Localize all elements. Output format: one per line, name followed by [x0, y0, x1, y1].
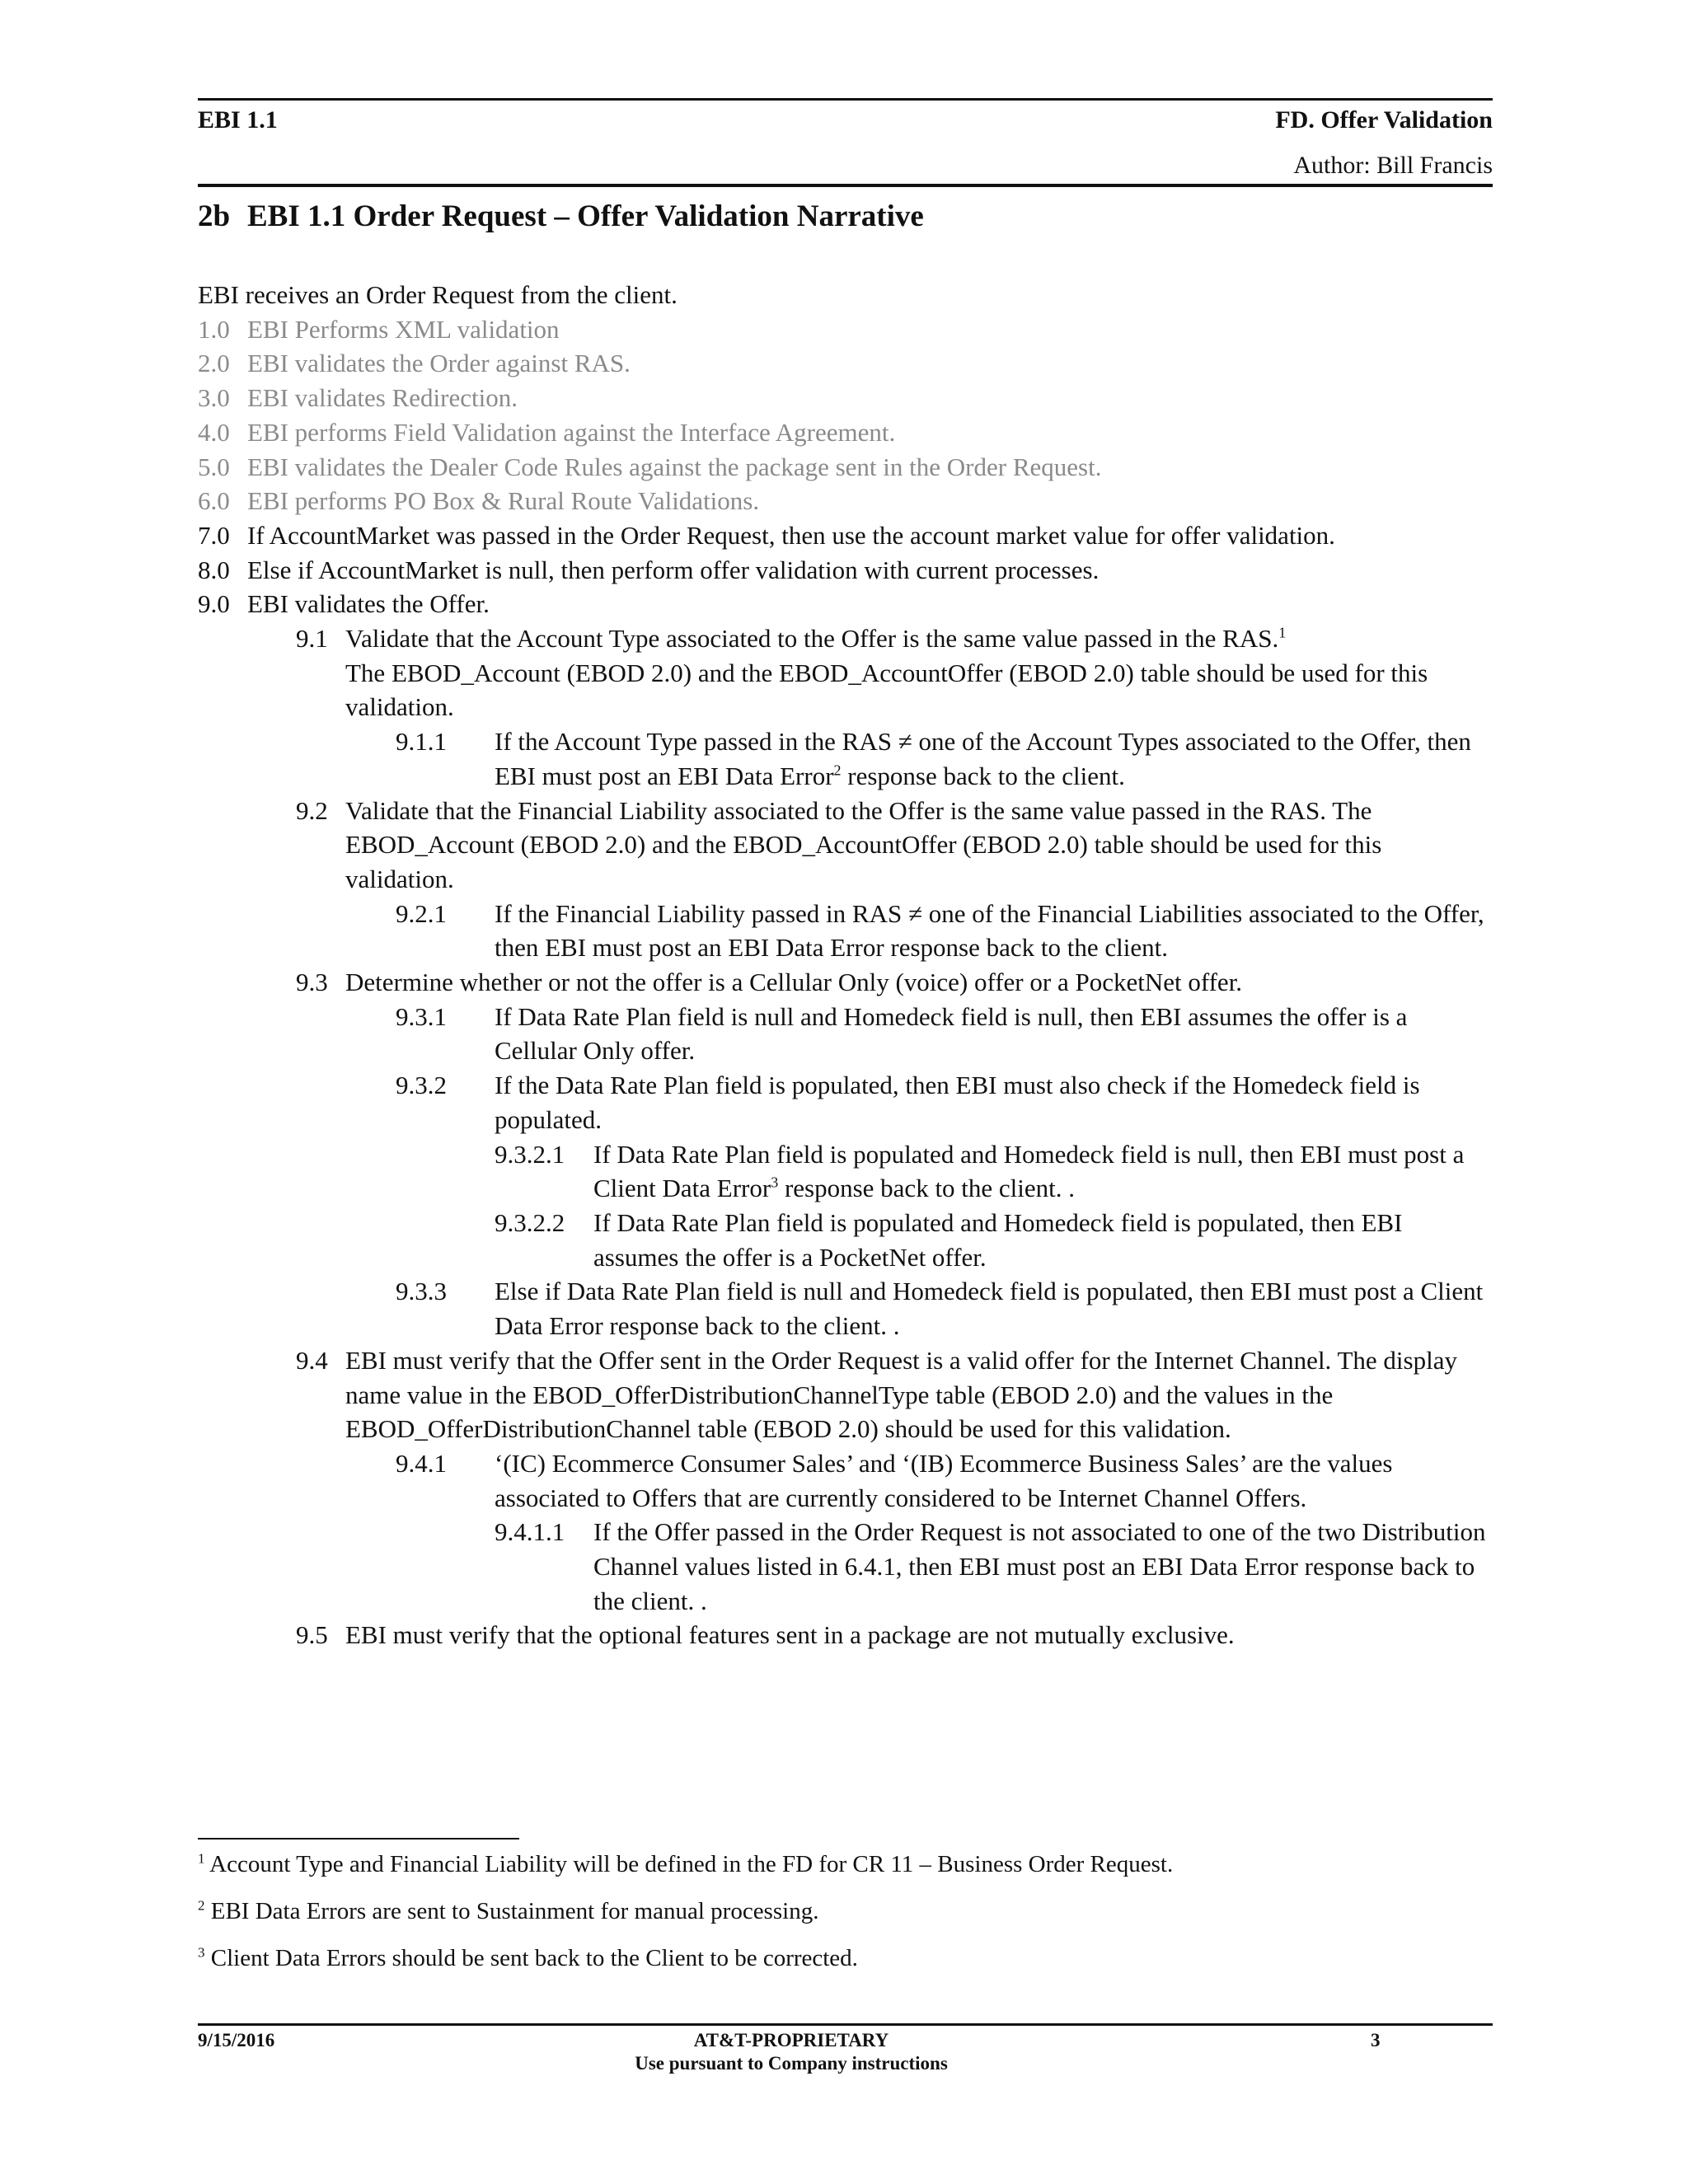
- substep-9-4: [198, 1343, 1493, 1446]
- substep-text: Determine whether or not the offer is a Cellular Only (voice) offer or a PocketNet offer.: [345, 968, 1243, 997]
- substep-text: EBI must verify that the optional features sent in a package are not mutually exclusive.: [345, 1620, 1235, 1650]
- section-number: 2b: [198, 199, 231, 233]
- narrative-body: [198, 278, 1493, 1652]
- step-item: [198, 415, 1493, 450]
- substep-text: Else if Data Rate Plan field is null and Homedeck field is populated, then EBI must post a Client Data Error response back to the client. .: [495, 1277, 1484, 1341]
- substep-text: If Data Rate Plan field is null and Homedeck field is null, then EBI assumes the offer is a Cellular Only offer.: [495, 1001, 1408, 1066]
- footer-page-number: 3: [1371, 2030, 1381, 2050]
- substep-number: 9.3.2: [396, 1071, 447, 1100]
- step-number: 8.0: [198, 555, 230, 584]
- footnote-ref[interactable]: 2: [833, 762, 842, 779]
- substep-text: If Data Rate Plan field is populated and Homedeck field is populated, then EBI assumes the offer is a PocketNet offer.: [593, 1207, 1403, 1272]
- substep-text: EBI must verify that the Offer sent in the Order Request is a valid offer for the Internet Channel. The display name value in the EBOD_OfferDistributionChannelType table (EBOD 2.0) and the values in the EBOD_OfferDistributionChannel table (EBOD 2.0) should be used for this validation.: [345, 1345, 1457, 1444]
- substep-number: 9.3.1: [396, 1001, 447, 1031]
- substep-9-4-1: [198, 1446, 1493, 1515]
- step-text: EBI performs PO Box & Rural Route Validations.: [247, 486, 760, 516]
- step-number: 7.0: [198, 520, 230, 550]
- step-text: If AccountMarket was passed in the Order Request, then use the account market value for offer validation.: [247, 520, 1335, 550]
- substep-9-3-1: [198, 1000, 1493, 1068]
- footnote-number: 1: [198, 1850, 205, 1867]
- substep-number: 9.1: [296, 624, 328, 654]
- substep-text: [345, 621, 1493, 724]
- step-text: EBI validates the Order against RAS.: [247, 349, 631, 378]
- substep-number: 9.2: [296, 795, 328, 825]
- footnote-number: 2: [198, 1897, 205, 1914]
- footnote: [198, 1943, 858, 1973]
- substep-9-1-1: [198, 724, 1493, 793]
- step-item: [198, 553, 1493, 588]
- step-text: EBI validates Redirection.: [247, 383, 518, 413]
- substep-9-3-2-2: [198, 1206, 1493, 1274]
- footer-proprietary-notice: [528, 2029, 1055, 2075]
- footnote-number: 3: [198, 1944, 205, 1961]
- step-text: EBI performs Field Validation against the Interface Agreement.: [247, 417, 896, 447]
- substep-number: 9.5: [296, 1620, 328, 1650]
- section-heading: EBI 1.1 Order Request – Offer Validation Narrative: [247, 199, 924, 233]
- step-number: 4.0: [198, 417, 230, 447]
- substep-text: If the Financial Liability passed in RAS ≠ one of the Financial Liabilities associated to the Offer, then EBI must post an EBI Data Error response back to the client.: [495, 898, 1484, 963]
- substep-9-3: [198, 965, 1493, 1000]
- footnote-text: Client Data Errors should be sent back to the Client to be corrected.: [204, 1945, 858, 1971]
- step-text: Else if AccountMarket is null, then perform offer validation with current processes.: [247, 555, 1100, 584]
- substep-text: Validate that the Financial Liability associated to the Offer is the same value passed in the RAS. The EBOD_Account (EBOD 2.0) and the EBOD_AccountOffer (EBOD 2.0) table should be used for this validation.: [345, 795, 1382, 893]
- step-item: [198, 346, 1493, 381]
- step-text: EBI validates the Offer.: [247, 589, 490, 619]
- substep-number: 9.3: [296, 968, 328, 997]
- footnote-separator: [198, 1838, 519, 1840]
- substep-text: [495, 724, 1493, 793]
- substep-text-part: Validate that the Account Type associated to the Offer is the same value passed in the RAS.: [345, 624, 1279, 654]
- substep-text-part: response back to the client.: [841, 761, 1125, 790]
- substep-9-5: [198, 1618, 1493, 1652]
- header-bottom-rule: [198, 184, 1493, 187]
- footnote: [198, 1896, 818, 1926]
- step-item: [198, 381, 1493, 415]
- substep-text: [593, 1137, 1493, 1206]
- footnote: [198, 1849, 1173, 1879]
- substep-9-3-2-1: [198, 1137, 1493, 1206]
- substep-9-3-3: [198, 1274, 1493, 1343]
- section-title: [198, 198, 924, 236]
- step-number: 1.0: [198, 314, 230, 344]
- substep-9-4-1-1: [198, 1515, 1493, 1618]
- step-item: [198, 518, 1493, 553]
- substep-9-2: [198, 794, 1493, 897]
- substep-9-3-2: [198, 1068, 1493, 1137]
- substep-text: If the Data Rate Plan field is populated, then EBI must also check if the Homedeck field is populated.: [495, 1071, 1420, 1134]
- intro-paragraph: EBI receives an Order Request from the client.: [198, 280, 678, 309]
- footnote-text: EBI Data Errors are sent to Sustainment for manual processing.: [204, 1898, 819, 1924]
- header-doc-id: EBI 1.1: [198, 106, 278, 134]
- substep-text-part: If Data Rate Plan field is populated and Homedeck field is null, then EBI must post a Client Data Error: [593, 1139, 1465, 1203]
- header-doc-title: FD. Offer Validation: [1275, 106, 1493, 134]
- step-text: EBI validates the Dealer Code Rules against the package sent in the Order Request.: [247, 452, 1102, 481]
- step-item: [198, 450, 1493, 485]
- step-number: 3.0: [198, 383, 230, 413]
- step-number: 5.0: [198, 452, 230, 481]
- footnote-ref[interactable]: 1: [1278, 624, 1287, 641]
- footer-rule: [198, 2023, 1493, 2026]
- substep-text-part: response back to the client. .: [778, 1174, 1076, 1203]
- substep-number: 9.3.2.1: [495, 1139, 565, 1169]
- substep-number: 9.3.3: [396, 1277, 447, 1306]
- substep-number: 9.4: [296, 1345, 328, 1375]
- substep-number: 9.2.1: [396, 898, 447, 928]
- substep-9-2-1: [198, 897, 1493, 965]
- substep-text: If the Offer passed in the Order Request is not associated to one of the two Distribution Channel values listed in 6.4.1, then EBI must post an EBI Data Error response back to the client. .: [593, 1517, 1486, 1615]
- step-item: [198, 312, 1493, 347]
- footer-date: 9/15/2016: [198, 2030, 275, 2050]
- substep-text-part: The EBOD_Account (EBOD 2.0) and the EBOD_AccountOffer (EBOD 2.0) table should be used for this validation.: [345, 658, 1428, 722]
- footnote-text: Account Type and Financial Liability will be defined in the FD for CR 11 – Business Order Request.: [204, 1851, 1174, 1877]
- substep-number: 9.1.1: [396, 727, 447, 757]
- footnote-ref[interactable]: 3: [771, 1174, 779, 1191]
- step-number: 9.0: [198, 589, 230, 619]
- substep-text: ‘(IC) Ecommerce Consumer Sales’ and ‘(IB) Ecommerce Business Sales’ are the values associated to Offers that are currently considered to be Internet Channel Offers.: [495, 1448, 1393, 1512]
- substep-number: 9.4.1.1: [495, 1517, 565, 1547]
- substep-number: 9.3.2.2: [495, 1207, 565, 1237]
- step-number: 6.0: [198, 486, 230, 516]
- step-item: [198, 587, 1493, 621]
- step-text: EBI Performs XML validation: [247, 314, 560, 344]
- header-author: Author: Bill Francis: [1293, 152, 1493, 179]
- header-top-rule: [198, 98, 1493, 101]
- step-number: 2.0: [198, 349, 230, 378]
- substep-9-1: [198, 621, 1493, 724]
- footer-instructions: Use pursuant to Company instructions: [635, 2053, 948, 2074]
- footer-proprietary: AT&T-PROPRIETARY: [693, 2030, 889, 2050]
- substep-text-part: If the Account Type passed in the RAS ≠ one of the Account Types associated to the Offer, then EBI must post an EBI Data Error: [495, 727, 1471, 790]
- step-item: [198, 484, 1493, 518]
- substep-number: 9.4.1: [396, 1448, 447, 1478]
